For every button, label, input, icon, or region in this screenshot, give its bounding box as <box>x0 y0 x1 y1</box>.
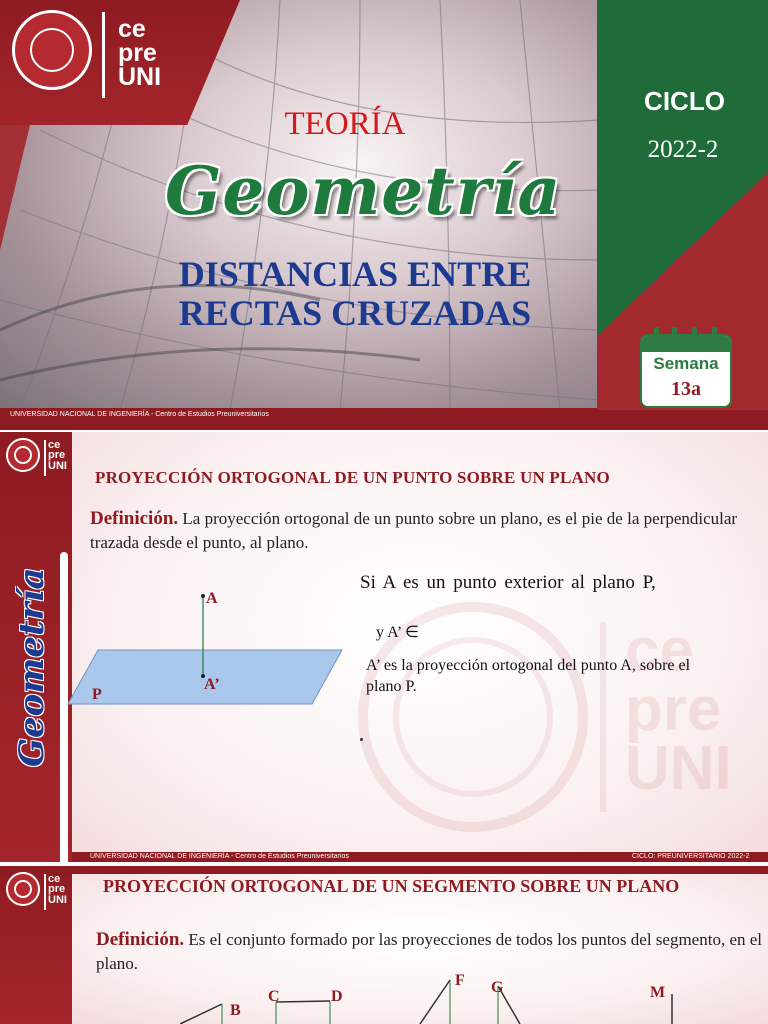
logo-divider <box>102 12 105 98</box>
side-subject-title: Geometría <box>12 567 52 767</box>
definition-text: La proyección ortogonal de un punto sobre un plano, es el pie de la perpendicular trazada desde el punto, al plano. <box>90 509 738 552</box>
semana-number: 13a <box>671 378 701 400</box>
point-a-label: A <box>206 590 218 607</box>
ciclo-label: CICLO <box>644 86 725 116</box>
stray-dot <box>360 738 363 741</box>
logo-divider <box>44 874 46 910</box>
logo-line-pre: pre <box>48 449 66 462</box>
definition-paragraph <box>96 927 764 976</box>
slide-footer-right: CICLO: PREUNIVERSITARIO 2022-2 <box>632 853 750 860</box>
cover-slide <box>0 0 768 430</box>
definition-label: Definición. <box>90 508 179 529</box>
point-a-prime-label: A’ <box>204 676 220 693</box>
logo-line-uni: UNI <box>48 893 67 906</box>
footer-university: UNIVERSIDAD NACIONAL DE INGENIERÍA <box>10 411 149 418</box>
statement-line-2: y A’ ∈ <box>376 624 419 641</box>
cepre-uni-logo-text <box>48 440 67 471</box>
segment-f <box>420 980 450 1024</box>
semana-calendar-icon <box>640 334 732 408</box>
topic-line-1: DISTANCIAS ENTRE <box>178 254 532 294</box>
subject-title: Geometría <box>165 152 562 230</box>
logo-line-uni: UNI <box>118 62 162 91</box>
teoria-heading: TEORÍA <box>284 106 406 142</box>
point-a-dot <box>201 594 205 598</box>
point-m-label: M <box>650 984 666 1001</box>
logo-line-pre: pre <box>48 883 66 896</box>
watermark-line-uni: UNI <box>625 733 732 803</box>
calendar-ring <box>654 327 659 341</box>
semana-label: Semana <box>653 354 719 373</box>
projection-point-slide <box>0 432 768 862</box>
point-c-label: C <box>268 988 280 1005</box>
segment-to-b <box>180 1004 222 1024</box>
cepre-uni-watermark <box>625 616 732 803</box>
cepre-uni-logo-text <box>118 15 162 91</box>
logo-line-pre: pre <box>118 38 157 67</box>
logo-line-ce: ce <box>118 15 146 43</box>
slide-title: PROYECCIÓN ORTOGONAL DE UN SEGMENTO SOBRE UN PLANO <box>103 876 680 896</box>
uni-seal-icon <box>6 872 40 906</box>
definition-label: Definición. <box>96 929 185 950</box>
point-g-label: G <box>491 979 504 996</box>
calendar-ring <box>712 327 717 341</box>
slide-footer-left <box>90 853 349 860</box>
statement-line-1: Si A es un punto exterior al plano P, <box>360 572 656 593</box>
topic-line-2: RECTAS CRUZADAS <box>178 292 532 333</box>
ciclo-year: 2022-2 <box>647 136 719 163</box>
top-strip <box>0 866 768 874</box>
cover-footer-text <box>10 411 269 418</box>
segment-cd <box>276 1001 330 1002</box>
statement-line-3: A’ es la proyección ortogonal del punto A, sobre el plano P. <box>366 657 691 695</box>
plane-p-label: P <box>92 686 102 703</box>
calendar-ring <box>672 327 677 341</box>
watermark-line-ce: ce <box>625 616 694 685</box>
uni-seal-icon <box>12 10 92 90</box>
logo-divider <box>44 440 46 476</box>
segment-projection-diagram <box>180 976 700 1024</box>
calendar-ring <box>692 327 697 341</box>
logo-line-ce: ce <box>48 873 61 885</box>
footer-center: - Centro de Estudios Preuniversitarios <box>149 411 269 418</box>
cepre-uni-logo-text <box>48 874 67 905</box>
watermark-divider <box>600 622 606 812</box>
topic-title <box>140 255 570 333</box>
footer-university: UNIVERSIDAD NACIONAL DE INGENIERÍA <box>90 853 229 860</box>
logo-line-ce: ce <box>48 439 61 451</box>
slide-title: PROYECCIÓN ORTOGONAL DE UN PUNTO SOBRE UN PLANO <box>95 468 610 487</box>
point-f-label: F <box>455 972 465 989</box>
logo-line-uni: UNI <box>48 459 67 472</box>
footer-center: - Centro de Estudios Preuniversitarios <box>229 853 349 860</box>
point-b-label: B <box>230 1002 241 1019</box>
watermark-line-pre: pre <box>625 674 722 744</box>
definition-paragraph <box>90 506 765 555</box>
point-d-label: D <box>331 988 343 1005</box>
projection-segment-slide <box>0 866 768 1024</box>
definition-text: Es el conjunto formado por las proyecciones de todos los puntos del segmento, en el plano. <box>96 930 763 973</box>
uni-seal-icon <box>6 438 40 472</box>
